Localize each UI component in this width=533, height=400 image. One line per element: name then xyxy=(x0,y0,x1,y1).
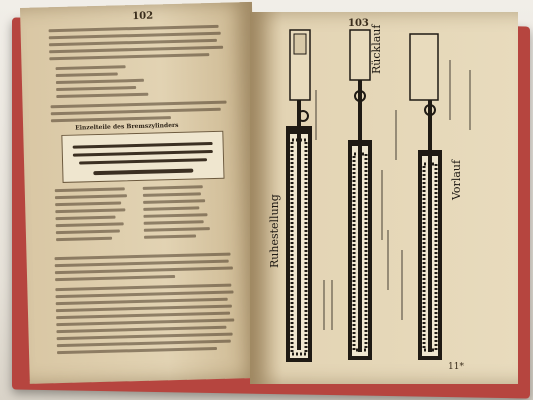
text-line xyxy=(143,192,201,197)
left-page xyxy=(20,2,262,384)
text-line xyxy=(56,291,234,299)
text-line xyxy=(49,32,221,40)
text-line xyxy=(55,284,231,292)
text-line xyxy=(55,201,121,206)
text-line xyxy=(56,72,118,77)
text-line xyxy=(143,185,203,190)
left-page-number: 102 xyxy=(132,10,154,23)
text-line xyxy=(49,39,217,46)
text-line xyxy=(56,65,126,70)
cylinder-rest-position xyxy=(286,30,312,362)
text-line xyxy=(51,108,221,115)
text-line xyxy=(56,326,226,333)
signature-mark: 11* xyxy=(448,362,464,372)
text-line xyxy=(55,187,125,192)
brake-cylinder-diagram xyxy=(268,24,502,375)
text-line xyxy=(55,194,127,199)
text-line xyxy=(57,347,217,354)
text-line xyxy=(57,333,233,341)
figure-rod xyxy=(73,142,213,149)
figure-rod xyxy=(93,169,193,176)
text-line xyxy=(56,298,228,306)
label-recoil: Rücklauf xyxy=(370,24,383,74)
text-line xyxy=(55,267,233,275)
text-line xyxy=(56,237,112,241)
text-line xyxy=(56,79,144,84)
figure-rod xyxy=(79,158,207,164)
text-line xyxy=(51,116,171,122)
text-line xyxy=(144,234,196,238)
text-line xyxy=(56,86,136,91)
text-line xyxy=(55,275,175,281)
text-line xyxy=(56,93,148,98)
label-rest-position: Ruhestellung xyxy=(268,194,281,268)
text-line xyxy=(143,213,207,218)
figure-rod xyxy=(73,150,213,157)
right-page-number: 103 xyxy=(348,18,369,29)
cylinder-recoil-position xyxy=(348,30,372,360)
cylinder-counter-recoil-position xyxy=(410,34,442,360)
figure-caption: Einzelteile des Bremszylinders xyxy=(75,121,179,132)
text-line xyxy=(49,46,223,54)
text-line xyxy=(55,216,115,221)
text-line xyxy=(56,229,120,234)
text-line xyxy=(144,220,204,225)
text-line xyxy=(55,208,125,213)
annotation-lines xyxy=(316,60,470,330)
text-line xyxy=(144,227,210,232)
label-counter-recoil: Vorlauf xyxy=(450,159,463,200)
text-line xyxy=(51,101,227,109)
text-line xyxy=(56,318,234,326)
text-line xyxy=(49,53,209,60)
text-line xyxy=(55,260,229,268)
brake-cylinder-parts-figure xyxy=(61,131,224,183)
text-line xyxy=(143,206,199,210)
text-line xyxy=(49,25,219,32)
text-line xyxy=(56,222,124,227)
text-line xyxy=(56,312,230,320)
text-line xyxy=(56,305,232,313)
text-line xyxy=(57,340,231,348)
text-line xyxy=(143,199,205,204)
text-line xyxy=(55,253,231,261)
